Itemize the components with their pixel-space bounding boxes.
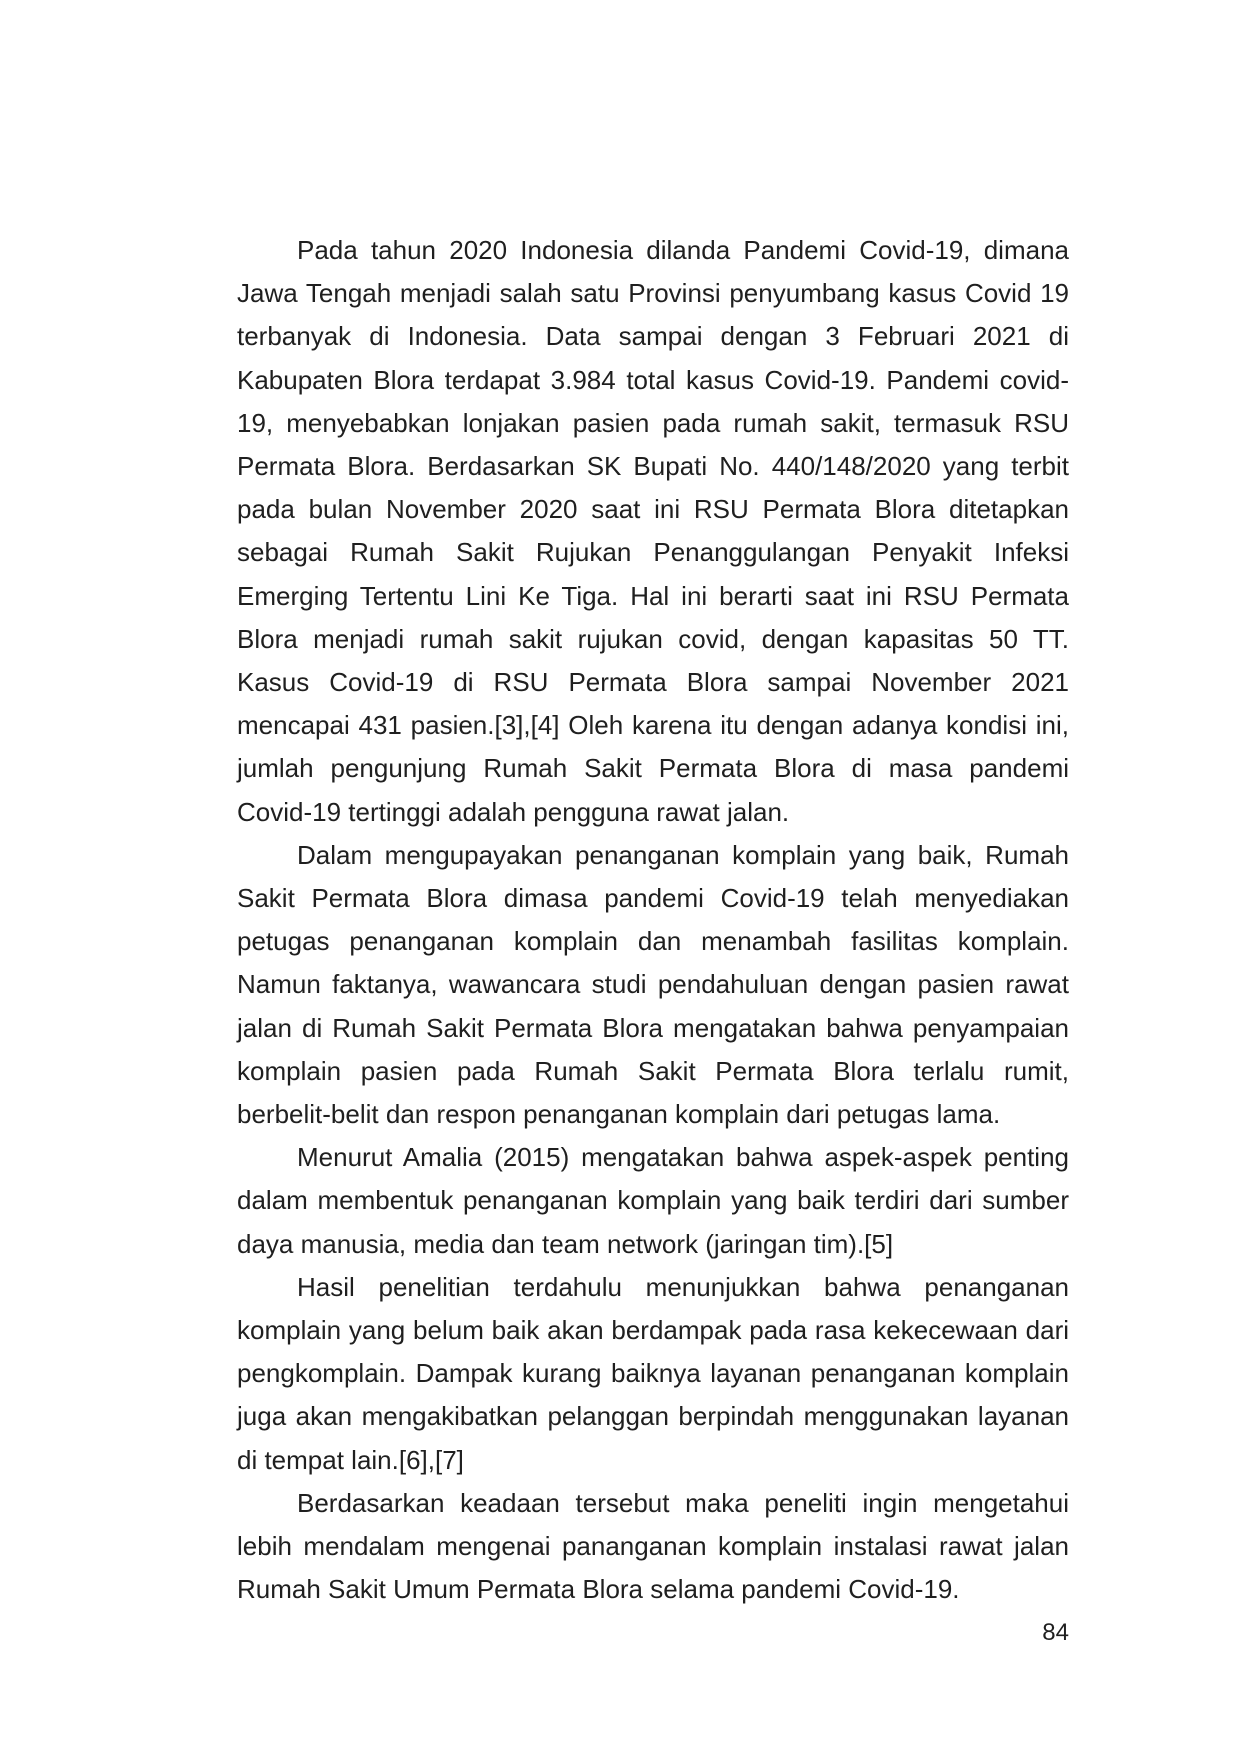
page-number: 84 bbox=[1042, 1619, 1069, 1646]
paragraph-covid-background: Pada tahun 2020 Indonesia dilanda Pandemi Covid-19, dimana Jawa Tengah menjadi salah satu Provinsi penyumbang kasus Covid 19 terbanyak di Indonesia. Data sampai dengan 3 Februari 2021 di Kabupaten Blora terdapat 3.984 total kasus Covid-19. Pandemi covid-19, menyebabkan lonjakan pasien pada rumah sakit, termasuk RSU Permata Blora. Berdasarkan SK Bupati No. 440/148/2020 yang terbit pada bulan November 2020 saat ini RSU Permata Blora ditetapkan sebagai Rumah Sakit Rujukan Penanggulangan Penyakit Infeksi Emerging Tertentu Lini Ke Tiga. Hal ini berarti saat ini RSU Permata Blora menjadi rumah sakit rujukan covid, dengan kapasitas 50 TT. Kasus Covid-19 di RSU Permata Blora sampai November 2021 mencapai 431 pasien.[3],[4] Oleh karena itu dengan adanya kondisi ini, jumlah pengunjung Rumah Sakit Permata Blora di masa pandemi Covid-19 tertinggi adalah pengguna rawat jalan. bbox=[237, 235, 1069, 827]
body-text bbox=[237, 229, 1069, 1612]
paragraph-complaint-handling: Dalam mengupayakan penanganan komplain yang baik, Rumah Sakit Permata Blora dimasa pandemi Covid-19 telah menyediakan petugas penanganan komplain dan menambah fasilitas komplain. Namun faktanya, wawancara studi pendahuluan dengan pasien rawat jalan di Rumah Sakit Permata Blora mengatakan bahwa penyampaian komplain pasien pada Rumah Sakit Permata Blora terlalu rumit, berbelit-belit dan respon penanganan komplain dari petugas lama. bbox=[237, 839, 1069, 1130]
paragraph-research-aim: Berdasarkan keadaan tersebut maka peneliti ingin mengetahui lebih mendalam mengenai pananganan komplain instalasi rawat jalan Rumah Sakit Umum Permata Blora selama pandemi Covid-19. bbox=[237, 1487, 1069, 1605]
paragraph-amalia-reference: Menurut Amalia (2015) mengatakan bahwa aspek-aspek penting dalam membentuk penanganan komplain yang baik terdiri dari sumber daya manusia, media dan team network (jaringan tim).[5] bbox=[237, 1142, 1069, 1259]
paragraph-previous-research: Hasil penelitian terdahulu menunjukkan bahwa penanganan komplain yang belum baik akan berdampak pada rasa kekecewaan dari pengkomplain. Dampak kurang baiknya layanan penanganan komplain juga akan mengakibatkan pelanggan berpindah menggunakan layanan di tempat lain.[6],[7] bbox=[237, 1271, 1069, 1475]
